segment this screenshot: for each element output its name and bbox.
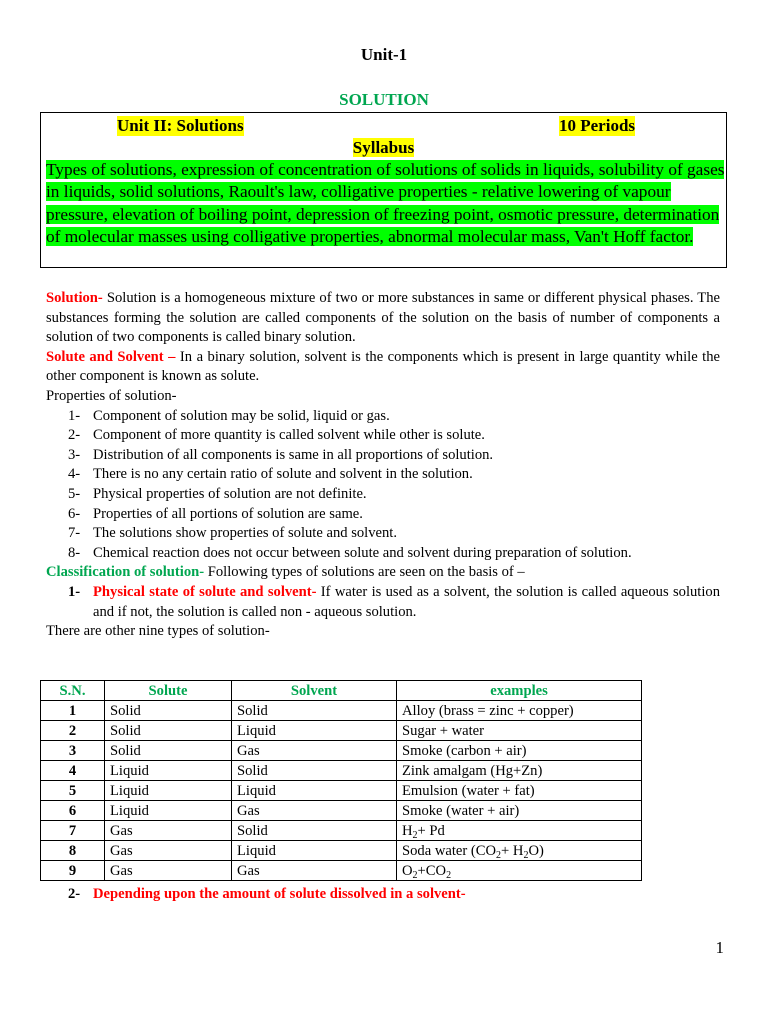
table-row [41, 781, 642, 801]
list-item [46, 485, 720, 505]
cell-example: Zink amalgam (Hg+Zn) [397, 761, 642, 781]
cell-solvent: Gas [232, 741, 397, 761]
cell-solvent: Solid [232, 701, 397, 721]
cell-sn: 1 [41, 701, 105, 721]
header-examples: examples [397, 681, 642, 701]
list-item-text: Component of more quantity is called solvent while other is solute. [93, 427, 485, 444]
properties-heading: Properties of solution- [46, 387, 177, 404]
classification-heading [46, 563, 720, 583]
classification-item-term: Physical state of solute and solvent- [93, 583, 317, 600]
list-item [46, 544, 720, 564]
formula-text: H [402, 822, 413, 839]
page-number: 1 [715, 938, 724, 957]
cell-example [397, 841, 642, 861]
chapter-title: SOLUTION [339, 90, 429, 109]
table-row [41, 721, 642, 741]
periods-label: 10 Periods [559, 116, 636, 135]
solution-types-table [40, 680, 642, 881]
list-item-number: 8- [68, 544, 81, 561]
cell-solvent: Liquid [232, 721, 397, 741]
table-row [41, 741, 642, 761]
list-item-number: 3- [68, 446, 81, 463]
list-item-text: The solutions show properties of solute and solvent. [93, 525, 397, 542]
cell-example: Emulsion (water + fat) [397, 781, 642, 801]
solute-solvent-def-text: In a binary solution, solvent is the components which is present in large quantity while the other component is known as solute. [46, 348, 720, 385]
cell-sn: 6 [41, 801, 105, 821]
cell-solute: Solid [105, 701, 232, 721]
classification-def-text: Following types of solutions are seen on the basis of – [204, 564, 525, 581]
cell-sn: 7 [41, 821, 105, 841]
solution-definition [46, 289, 720, 348]
body-text [46, 289, 720, 642]
solution-def-text: Solution is a homogeneous mixture of two or more substances in same or different physical phases. The substances forming the solution are called components of the solution on the basis of number of components a solution of two components is called binary solution. [46, 290, 720, 346]
cell-solvent: Liquid [232, 781, 397, 801]
list-item-number: 4- [68, 466, 81, 483]
table-row [41, 821, 642, 841]
formula-subscript: 2 [496, 849, 502, 861]
syllabus-text: Types of solutions, expression of concentration of solutions of solids in liquids, solubility of gases in liquids, solid solutions, Raoult's law, colligative properties - relative lowering of vapour pressure, elevation of boiling point, depression of freezing point, osmotic pressure, determination of molecular masses using colligative properties, abnormal molecular mass, Van't Hoff factor. [46, 160, 725, 247]
classification-item-1 [46, 583, 720, 622]
cell-sn: 3 [41, 741, 105, 761]
formula-text: + Pd [417, 822, 445, 839]
formula-subscript: 2 [412, 869, 418, 881]
header-sn: S.N. [41, 681, 105, 701]
list-item [46, 426, 720, 446]
table-row [41, 761, 642, 781]
list-item-text: Physical properties of solution are not definite. [93, 485, 367, 502]
properties-list [46, 407, 720, 564]
cell-solvent: Solid [232, 821, 397, 841]
cell-solvent: Gas [232, 801, 397, 821]
formula-text: Soda water (CO [402, 842, 497, 859]
cell-solvent: Liquid [232, 841, 397, 861]
formula-text: +CO [417, 862, 447, 879]
unit-title: Unit II: Solutions [117, 116, 244, 135]
table-intro: There are other nine types of solution- [46, 623, 270, 640]
cell-example: Sugar + water [397, 721, 642, 741]
formula-text: O) [528, 842, 544, 859]
classification-item-text: If water is used as a solvent, the solution is called aqueous solution and if not, the solution is called non - aqueous solution. [93, 583, 720, 620]
solute-solvent-definition [46, 348, 720, 387]
list-item-text: Properties of all portions of solution are same. [93, 505, 363, 522]
table-row [41, 861, 642, 881]
list-item-text: Component of solution may be solid, liquid or gas. [93, 407, 390, 424]
header-solute: Solute [105, 681, 232, 701]
classification-term: Classification of solution- [46, 564, 205, 581]
cell-sn: 5 [41, 781, 105, 801]
cell-solute: Solid [105, 721, 232, 741]
cell-solute: Liquid [105, 801, 232, 821]
list-item-number: 5- [68, 485, 81, 502]
cell-example: Smoke (water + air) [397, 801, 642, 821]
formula-subscript: 2 [523, 849, 529, 861]
formula-subscript: 2 [446, 869, 452, 881]
formula-subscript: 2 [412, 829, 418, 841]
formula-text: O [402, 862, 413, 879]
syllabus-label: Syllabus [352, 138, 415, 157]
cell-example: Smoke (carbon + air) [397, 741, 642, 761]
cell-solute: Gas [105, 861, 232, 881]
list-item-number: 2- [68, 427, 81, 444]
list-item-number: 7- [68, 525, 81, 542]
list-item-text: Chemical reaction does not occur between solute and solvent during preparation of solution. [93, 544, 632, 561]
table-header-row [41, 681, 642, 701]
cell-solute: Liquid [105, 781, 232, 801]
list-item-number: 1- [68, 407, 81, 424]
cell-example [397, 861, 642, 881]
cell-example: Alloy (brass = zinc + copper) [397, 701, 642, 721]
header-solvent: Solvent [232, 681, 397, 701]
solute-solvent-term: Solute and Solvent – [46, 348, 176, 365]
list-item-number: 6- [68, 505, 81, 522]
table-row [41, 701, 642, 721]
classification-item-number: 2- [68, 886, 81, 902]
cell-example [397, 821, 642, 841]
list-item-text: There is no any certain ratio of solute and solvent in the solution. [93, 466, 473, 483]
syllabus-text-block [46, 159, 726, 249]
list-item [46, 407, 720, 427]
cell-solvent: Solid [232, 761, 397, 781]
cell-sn: 9 [41, 861, 105, 881]
cell-sn: 2 [41, 721, 105, 741]
syllabus-label-row [41, 138, 726, 158]
classification-item-number: 1- [68, 583, 81, 600]
list-item [46, 505, 720, 525]
cell-solvent: Gas [232, 861, 397, 881]
syllabus-box [40, 112, 727, 268]
list-item [46, 524, 720, 544]
list-item [46, 446, 720, 466]
cell-solute: Solid [105, 741, 232, 761]
cell-sn: 8 [41, 841, 105, 861]
unit-heading: Unit-1 [360, 45, 408, 64]
cell-solute: Gas [105, 821, 232, 841]
classification-item-term: Depending upon the amount of solute dissolved in a solvent- [93, 886, 466, 902]
solution-term: Solution- [46, 290, 103, 306]
table-row [41, 841, 642, 861]
cell-solute: Gas [105, 841, 232, 861]
cell-sn: 4 [41, 761, 105, 781]
cell-solute: Liquid [105, 761, 232, 781]
list-item [46, 465, 720, 485]
formula-text: + H [501, 842, 524, 859]
list-item-text: Distribution of all components is same in all proportions of solution. [93, 446, 494, 463]
table-row [41, 801, 642, 821]
